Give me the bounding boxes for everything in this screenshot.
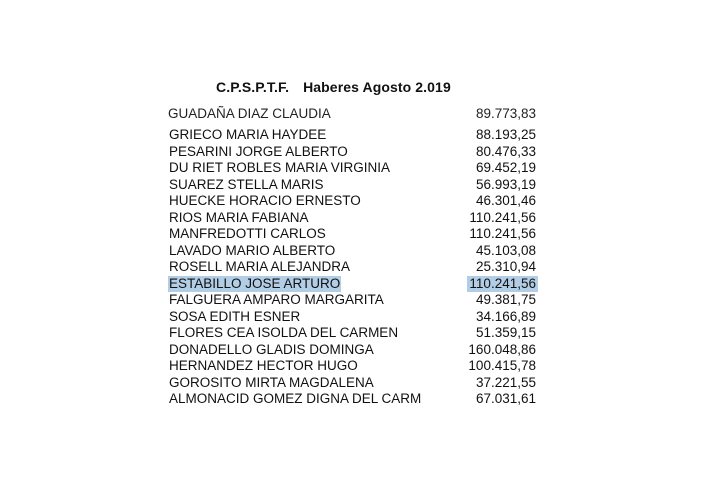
clipped-list-item [168, 106, 538, 124]
list-item-amount: 49.381,75 [475, 292, 536, 307]
list-item-name: PESARINI JORGE ALBERTO [169, 143, 348, 159]
list-item-amount: 69.452,19 [475, 160, 536, 175]
list-item[interactable] [166, 160, 538, 177]
list-item-name: ESTABILLO JOSE ARTURO [169, 275, 341, 291]
list-item-amount: 88.193,25 [475, 127, 536, 142]
list-item-amount: 67.031,61 [475, 391, 536, 406]
list-item-name: DONADELLO GLADIS DOMINGA [169, 341, 374, 357]
list-item-amount: 37.221,55 [475, 374, 536, 390]
list-item-name: GRIECO MARIA HAYDEE [169, 127, 327, 142]
list-item[interactable] [166, 127, 538, 144]
list-item-name: ALMONACID GOMEZ DIGNA DEL CARM [169, 391, 422, 406]
list-item-name: SUAREZ STELLA MARIS [169, 176, 324, 192]
list-item-amount: 51.359,15 [475, 325, 536, 340]
list-item-name: GOROSITO MIRTA MAGDALENA [169, 374, 374, 390]
list-item-amount: 45.103,08 [475, 242, 536, 258]
title-org: C.P.S.P.T.F. [216, 79, 290, 95]
title-subtitle: Haberes Agosto 2.019 [303, 79, 451, 95]
list-item-name: HUECKE HORACIO ERNESTO [169, 193, 361, 208]
list-item-name: FALGUERA AMPARO MARGARITA [169, 292, 384, 307]
list-item-amount: 80.476,33 [475, 143, 536, 159]
list-item-amount: 160.048,86 [468, 341, 536, 357]
list-item-amount: 110.241,56 [469, 209, 536, 225]
list-item[interactable] [166, 193, 538, 210]
list-item[interactable] [166, 210, 538, 227]
list-item[interactable] [166, 342, 538, 359]
page-title [216, 79, 451, 95]
list-item[interactable] [166, 226, 538, 243]
list-item[interactable] [166, 144, 538, 161]
list-item[interactable] [166, 391, 538, 408]
list-item-amount: 56.993,19 [475, 176, 536, 192]
list-item-amount: 100.415,78 [468, 358, 536, 373]
list-item-name: ROSELL MARIA ALEJANDRA [169, 259, 351, 274]
list-item-name: SOSA EDITH ESNER [169, 308, 301, 324]
list-item-name: RIOS MARIA FABIANA [169, 209, 309, 225]
list-item[interactable] [166, 375, 538, 392]
list-item-amount: 110.241,56 [469, 275, 536, 291]
list-item-name: LAVADO MARIO ALBERTO [169, 242, 336, 258]
list-item[interactable] [166, 309, 538, 326]
list-item[interactable] [166, 259, 538, 276]
clipped-item-name: GUADAÑA DIAZ CLAUDIA [168, 106, 331, 121]
list-item-name: FLORES CEA ISOLDA DEL CARMEN [169, 325, 399, 340]
list-item[interactable] [166, 325, 538, 342]
list-item-amount: 110.241,56 [469, 226, 536, 241]
list-item-amount: 25.310,94 [475, 259, 536, 274]
clipped-item-amount: 89.773,83 [475, 106, 536, 121]
list-item[interactable] [166, 177, 538, 194]
list-item-amount: 34.166,89 [475, 308, 536, 324]
list-item-amount: 46.301,46 [475, 193, 536, 208]
list-item-name: DU RIET ROBLES MARIA VIRGINIA [169, 160, 391, 175]
list-item[interactable] [166, 292, 538, 309]
list-item[interactable] [166, 243, 538, 260]
list-item[interactable] [166, 358, 538, 375]
list-item-name: MANFREDOTTI CARLOS [169, 226, 326, 241]
list-item-selected[interactable] [166, 276, 538, 293]
list-item-name: HERNANDEZ HECTOR HUGO [169, 358, 358, 373]
payroll-list [166, 127, 538, 408]
